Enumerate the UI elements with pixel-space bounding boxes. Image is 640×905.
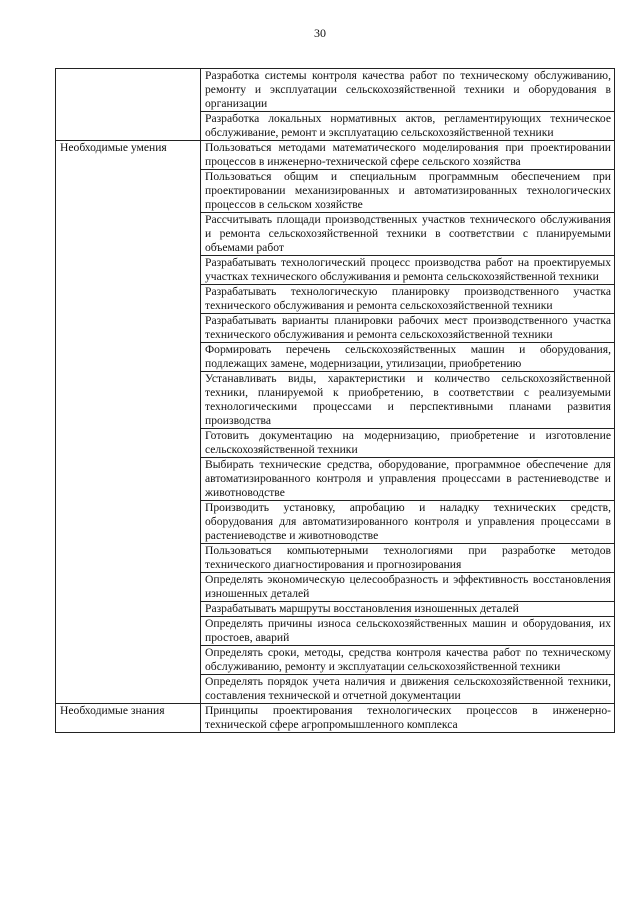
requirement-item: Определять причины износа сельскохозяйственных машин и оборудования, их простоев, аварий [201, 617, 615, 646]
requirement-item: Определять порядок учета наличия и движения сельскохозяйственной техники, составления технической и отчетной документации [201, 675, 615, 704]
requirement-item: Разработка системы контроля качества работ по техническому обслуживанию, ремонту и эксплуатации сельскохозяйственной техники и оборудования в организации [201, 69, 615, 112]
requirement-item: Выбирать технические средства, оборудование, программное обеспечение для автоматизированного контроля и управления процессами в растениеводстве и животноводстве [201, 458, 615, 501]
requirement-item: Разрабатывать варианты планировки рабочих мест производственного участка технического обслуживания и ремонта сельскохозяйственной техники [201, 314, 615, 343]
requirement-item: Производить установку, апробацию и наладку технических средств, оборудования для автоматизированного контроля и управления процессами в растениеводстве и животноводстве [201, 501, 615, 544]
requirement-item: Формировать перечень сельскохозяйственных машин и оборудования, подлежащих замене, модернизации, утилизации, приобретению [201, 343, 615, 372]
requirement-item: Разрабатывать маршруты восстановления изношенных деталей [201, 602, 615, 617]
requirement-item: Разрабатывать технологическую планировку производственного участка технического обслуживания и ремонта сельскохозяйственной техники [201, 285, 615, 314]
requirement-item: Устанавливать виды, характеристики и количество сельскохозяйственной техники, планируемой к приобретению, в соответствии с реализуемыми технологическими процессами и перспективными планами развития производства [201, 372, 615, 429]
section-label: Необходимые знания [56, 704, 201, 733]
qualification-table [55, 68, 615, 733]
requirement-item: Готовить документацию на модернизацию, приобретение и изготовление сельскохозяйственной техники [201, 429, 615, 458]
requirement-item: Разработка локальных нормативных актов, регламентирующих техническое обслуживание, ремонт и эксплуатацию сельскохозяйственной техники [201, 112, 615, 141]
requirement-item: Рассчитывать площади производственных участков технического обслуживания и ремонта сельскохозяйственной техники в соответствии с планируемыми объемами работ [201, 213, 615, 256]
requirement-item: Определять сроки, методы, средства контроля качества работ по техническому обслуживанию, ремонту и эксплуатации сельскохозяйственной техники [201, 646, 615, 675]
requirement-item: Разрабатывать технологический процесс производства работ на проектируемых участках технического обслуживания и ремонта сельскохозяйственной техники [201, 256, 615, 285]
requirement-item: Пользоваться общим и специальным программным обеспечением при проектировании механизированных и автоматизированных технологических процессов в сельском хозяйстве [201, 170, 615, 213]
requirement-item: Пользоваться методами математического моделирования при проектировании процессов в инженерно-технической сфере сельского хозяйства [201, 141, 615, 170]
requirement-item: Принципы проектирования технологических процессов в инженерно-технической сфере агропромышленного комплекса [201, 704, 615, 733]
table-row [56, 141, 615, 170]
requirement-item: Пользоваться компьютерными технологиями при разработке методов технического диагностирования и прогнозирования [201, 544, 615, 573]
section-label [56, 69, 201, 141]
table-body [56, 69, 615, 733]
requirement-item: Определять экономическую целесообразность и эффективность восстановления изношенных деталей [201, 573, 615, 602]
page-number: 30 [314, 26, 326, 40]
table-row [56, 704, 615, 733]
table-row [56, 69, 615, 112]
section-label: Необходимые умения [56, 141, 201, 704]
